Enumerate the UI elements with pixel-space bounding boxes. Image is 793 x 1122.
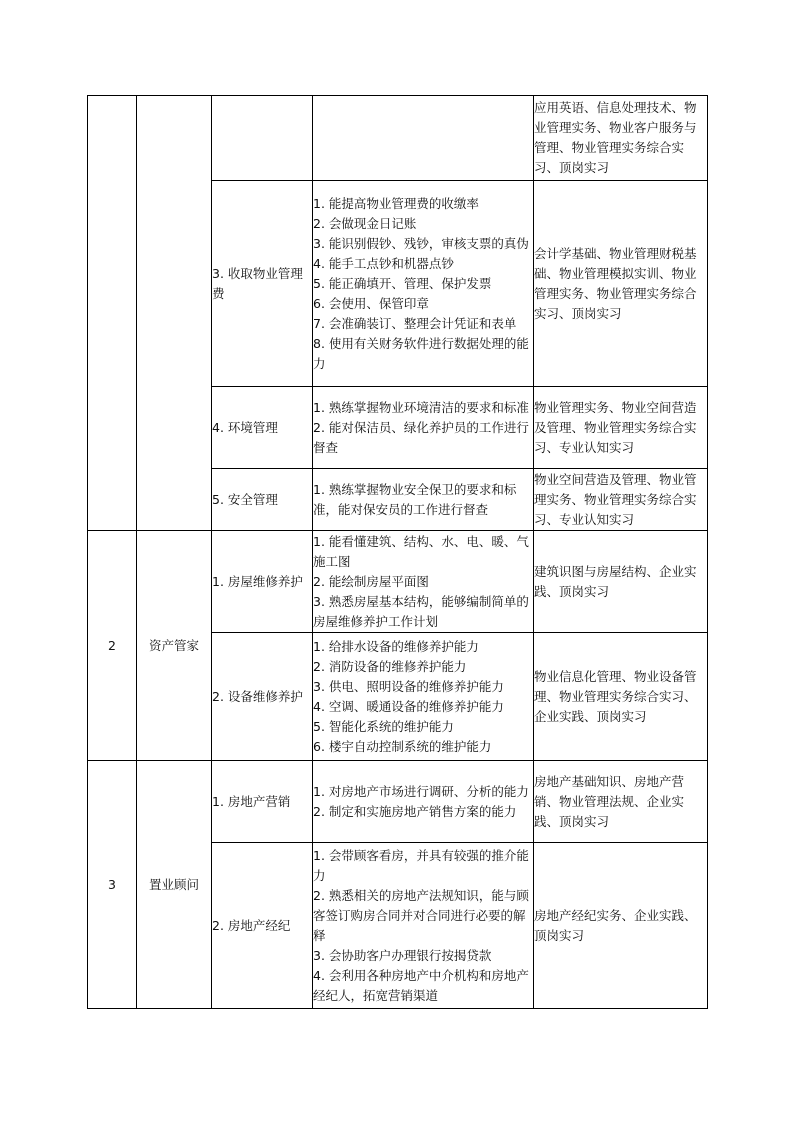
ability-item: 2. 制定和实施房地产销售方案的能力	[313, 803, 517, 819]
row-number-cell	[88, 96, 137, 531]
ability-item: 1. 熟练掌握物业环境清洁的要求和标准	[313, 399, 529, 415]
course-cell: 物业管理实务、物业空间营造及管理、物业管理实务综合实习、专业认知实习	[534, 387, 708, 469]
task-cell: 3. 收取物业管理费	[212, 181, 313, 387]
ability-cell	[313, 387, 534, 469]
task-cell: 1. 房地产营销	[212, 761, 313, 843]
course-cell: 物业空间营造及管理、物业管理实务、物业管理实务综合实习、专业认知实习	[534, 469, 708, 531]
ability-item: 1. 给排水设备的维修养护能力	[313, 638, 479, 654]
ability-item: 1. 熟练掌握物业安全保卫的要求和标准，能对保安员的工作进行督查	[313, 481, 517, 517]
training-table	[87, 95, 708, 1009]
ability-item: 3. 供电、照明设备的维修养护能力	[313, 678, 504, 694]
task-cell: 1. 房屋维修养护	[212, 531, 313, 633]
ability-item: 7. 会准确装订、整理会计凭证和表单	[313, 315, 517, 331]
role-cell	[137, 96, 212, 531]
ability-item: 5. 智能化系统的维护能力	[313, 718, 454, 734]
ability-item: 4. 能手工点钞和机器点钞	[313, 255, 454, 271]
ability-item: 3. 能识别假钞、残钞，审核支票的真伪	[313, 235, 529, 251]
ability-item: 2. 能绘制房屋平面图	[313, 573, 429, 589]
task-cell: 4. 环境管理	[212, 387, 313, 469]
ability-item: 4. 会利用各种房地产中介机构和房地产经纪人，拓宽营销渠道	[313, 967, 529, 1003]
ability-item: 2. 能对保洁员、绿化养护员的工作进行督查	[313, 419, 529, 455]
ability-item: 2. 消防设备的维修养护能力	[313, 658, 467, 674]
course-cell: 建筑识图与房屋结构、企业实践、顶岗实习	[534, 531, 708, 633]
course-cell: 房地产基础知识、房地产营销、物业管理法规、企业实践、顶岗实习	[534, 761, 708, 843]
ability-cell	[313, 761, 534, 843]
course-cell: 房地产经纪实务、企业实践、顶岗实习	[534, 843, 708, 1009]
ability-item: 3. 熟悉房屋基本结构，能够编制简单的房屋维修养护工作计划	[313, 593, 529, 629]
course-cell: 物业信息化管理、物业设备管理、物业管理实务综合实习、企业实践、顶岗实习	[534, 633, 708, 761]
ability-cell	[313, 96, 534, 181]
row-number-cell: 2	[88, 531, 137, 761]
ability-cell	[313, 633, 534, 761]
ability-item: 1. 会带顾客看房，并具有较强的推介能力	[313, 847, 529, 883]
ability-cell	[313, 469, 534, 531]
role-cell: 置业顾问	[137, 761, 212, 1009]
ability-item: 1. 对房地产市场进行调研、分析的能力	[313, 783, 529, 799]
ability-item: 4. 空调、暖通设备的维修养护能力	[313, 698, 504, 714]
ability-cell	[313, 531, 534, 633]
ability-item: 3. 会协助客户办理银行按揭贷款	[313, 947, 492, 963]
task-cell: 2. 房地产经纪	[212, 843, 313, 1009]
ability-item: 2. 会做现金日记账	[313, 215, 417, 231]
role-cell: 资产管家	[137, 531, 212, 761]
ability-item: 1. 能看懂建筑、结构、水、电、暖、气施工图	[313, 533, 529, 569]
ability-item: 2. 熟悉相关的房地产法规知识，能与顾客签订购房合同并对合同进行必要的解释	[313, 887, 529, 943]
ability-item: 6. 会使用、保管印章	[313, 295, 429, 311]
ability-item: 5. 能正确填开、管理、保护发票	[313, 275, 492, 291]
ability-cell	[313, 181, 534, 387]
ability-cell	[313, 843, 534, 1009]
task-cell	[212, 96, 313, 181]
ability-item: 1. 能提高物业管理费的收缴率	[313, 195, 479, 211]
ability-item: 8. 使用有关财务软件进行数据处理的能力	[313, 335, 529, 371]
table-row	[88, 761, 708, 843]
table-row	[88, 96, 708, 181]
table-row	[88, 531, 708, 633]
task-cell: 2. 设备维修养护	[212, 633, 313, 761]
row-number-cell: 3	[88, 761, 137, 1009]
course-cell: 会计学基础、物业管理财税基础、物业管理模拟实训、物业管理实务、物业管理实务综合实习、顶岗实习	[534, 181, 708, 387]
ability-item: 6. 楼宇自动控制系统的维护能力	[313, 738, 492, 754]
task-cell: 5. 安全管理	[212, 469, 313, 531]
course-cell: 应用英语、信息处理技术、物业管理实务、物业客户服务与管理、物业管理实务综合实习、顶岗实习	[534, 96, 708, 181]
